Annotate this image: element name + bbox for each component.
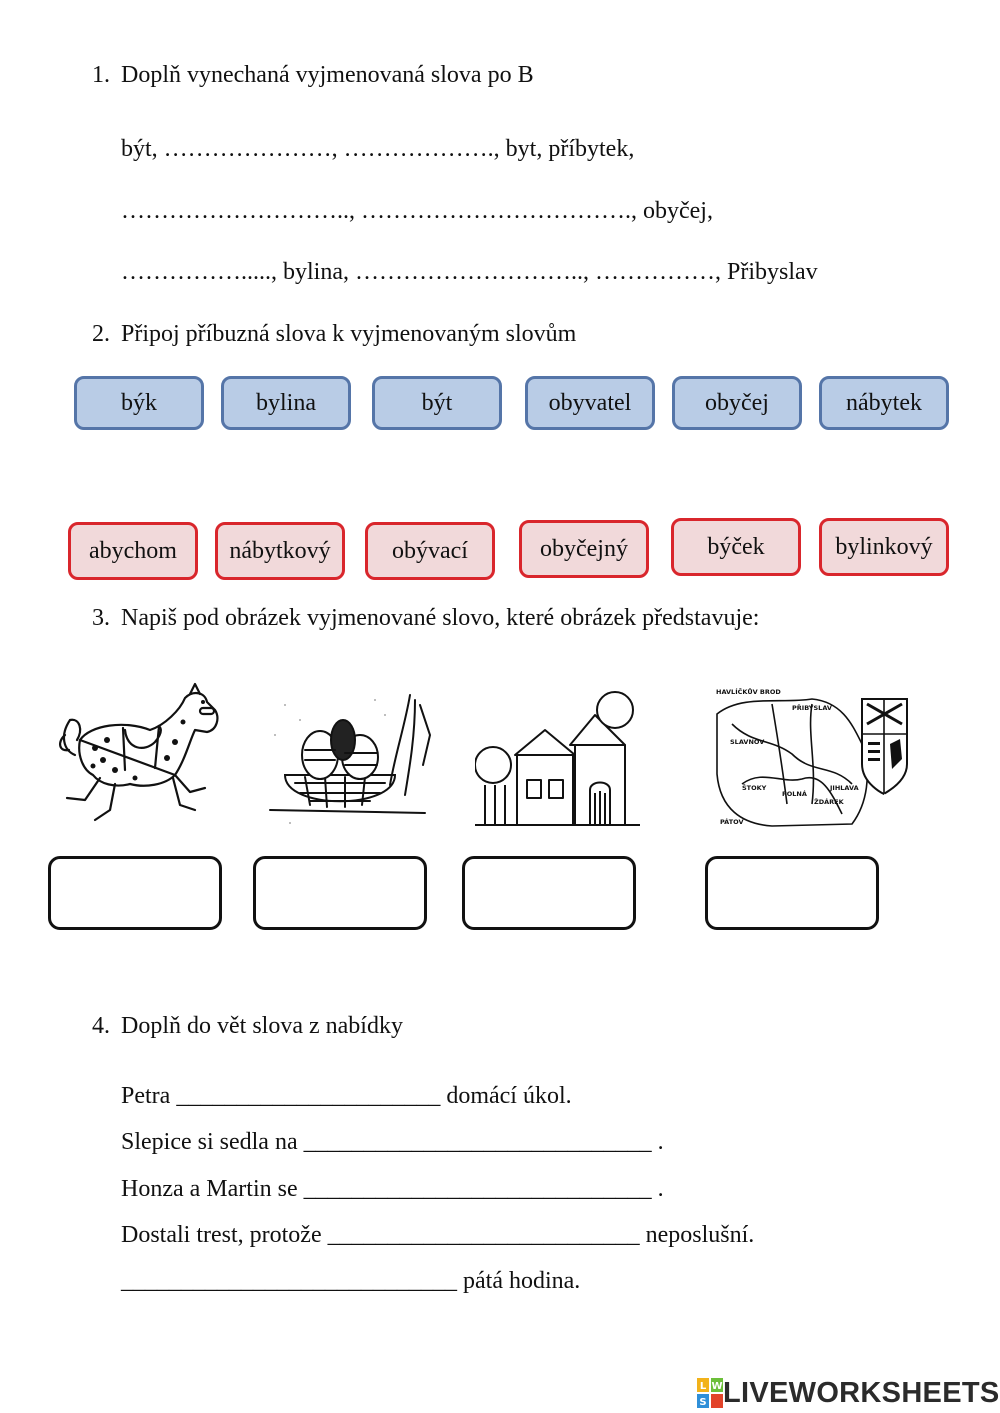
- exercise-4-number: 4.: [92, 1013, 110, 1039]
- map-picture: [712, 684, 912, 830]
- map-label: ŠTOKY: [742, 784, 767, 792]
- map-label: ŽDÁREK: [814, 798, 844, 806]
- svg-text:S: S: [699, 1397, 707, 1408]
- sentence-text: Petra: [121, 1083, 171, 1109]
- word-chip-byt[interactable]: být: [372, 376, 502, 430]
- sentence-text: neposlušní.: [645, 1222, 755, 1248]
- exercise-4-heading: Doplň do vět slova z nabídky: [121, 1013, 403, 1039]
- word-chip-obycej[interactable]: obyčej: [672, 376, 802, 430]
- liveworksheets-logo-text: LIVEWORKSHEETS: [723, 1376, 1000, 1409]
- svg-text:L: L: [699, 1381, 707, 1392]
- map-label: POLNÁ: [782, 790, 807, 798]
- sentence-text: domácí úkol.: [446, 1083, 572, 1109]
- answer-box-3[interactable]: [462, 856, 636, 930]
- sentence-text: Slepice si sedla na: [121, 1129, 298, 1155]
- sentence-text: .: [657, 1176, 664, 1202]
- liveworksheets-logo: [697, 1377, 1000, 1409]
- sentence-text: Dostali trest, protože: [121, 1222, 322, 1248]
- word-chip-obycejny[interactable]: obyčejný: [519, 520, 649, 578]
- word-chip-nabytek[interactable]: nábytek: [819, 376, 949, 430]
- sentence-text: .: [657, 1129, 664, 1155]
- word-chip-bycek[interactable]: býček: [671, 518, 801, 576]
- map-label: HAVLÍČKŮV BROD: [716, 688, 781, 696]
- liveworksheets-logo-icon: [697, 1378, 723, 1408]
- word-chip-abychom[interactable]: abychom: [68, 522, 198, 580]
- word-chip-obyvatel[interactable]: obyvatel: [525, 376, 655, 430]
- sentence-blank[interactable]: ______________________: [176, 1083, 441, 1109]
- horse-picture: [55, 680, 225, 830]
- exercise-1-line: ……………………….., ……………………………., obyčej,: [121, 198, 713, 224]
- exercise-2-number: 2.: [92, 321, 110, 347]
- sentence-blank[interactable]: __________________________: [327, 1222, 640, 1248]
- exercise-2-heading: Připoj příbuzná slova k vyjmenovaným slovům: [121, 321, 577, 347]
- map-label: PŘIBYSLAV: [792, 704, 832, 712]
- exercise-1-heading: Doplň vynechaná vyjmenovaná slova po B: [121, 62, 534, 88]
- sentence-text: pátá hodina.: [463, 1268, 581, 1294]
- word-chip-nabytkovy[interactable]: nábytkový: [215, 522, 345, 580]
- sentence-4: [121, 1222, 754, 1249]
- answer-box-1[interactable]: [48, 856, 222, 930]
- answer-box-4[interactable]: [705, 856, 879, 930]
- word-chip-byk[interactable]: býk: [74, 376, 204, 430]
- answer-box-2[interactable]: [253, 856, 427, 930]
- exercise-3-heading: Napiš pod obrázek vyjmenované slovo, které obrázek představuje:: [121, 605, 760, 631]
- map-label: PÁTOV: [720, 818, 744, 826]
- sentence-3: [121, 1176, 664, 1203]
- word-chip-bylinkovy[interactable]: bylinkový: [819, 518, 949, 576]
- map-label: JIHLAVA: [830, 784, 859, 792]
- exercise-1-line: ……………....., bylina, ……………………….., ……………, Přibyslav: [121, 259, 818, 285]
- village-picture: [475, 685, 640, 830]
- sentence-blank[interactable]: _____________________________: [303, 1176, 652, 1202]
- exercise-1-number: 1.: [92, 62, 110, 88]
- sentence-text: Honza a Martin se: [121, 1176, 298, 1202]
- exercise-1-line: být, …………………, ………………., byt, příbytek,: [121, 136, 635, 162]
- sentence-5: [121, 1268, 580, 1295]
- svg-text:W: W: [711, 1381, 723, 1392]
- sentence-blank[interactable]: ____________________________: [121, 1268, 457, 1294]
- exercise-3-number: 3.: [92, 605, 110, 631]
- word-chip-bylina[interactable]: bylina: [221, 376, 351, 430]
- sentence-2: [121, 1129, 664, 1156]
- easter-basket-picture: [265, 685, 435, 830]
- word-chip-obyvaci[interactable]: obývací: [365, 522, 495, 580]
- map-label: SLAVNOV: [730, 738, 765, 746]
- sentence-1: [121, 1083, 572, 1110]
- sentence-blank[interactable]: _____________________________: [303, 1129, 652, 1155]
